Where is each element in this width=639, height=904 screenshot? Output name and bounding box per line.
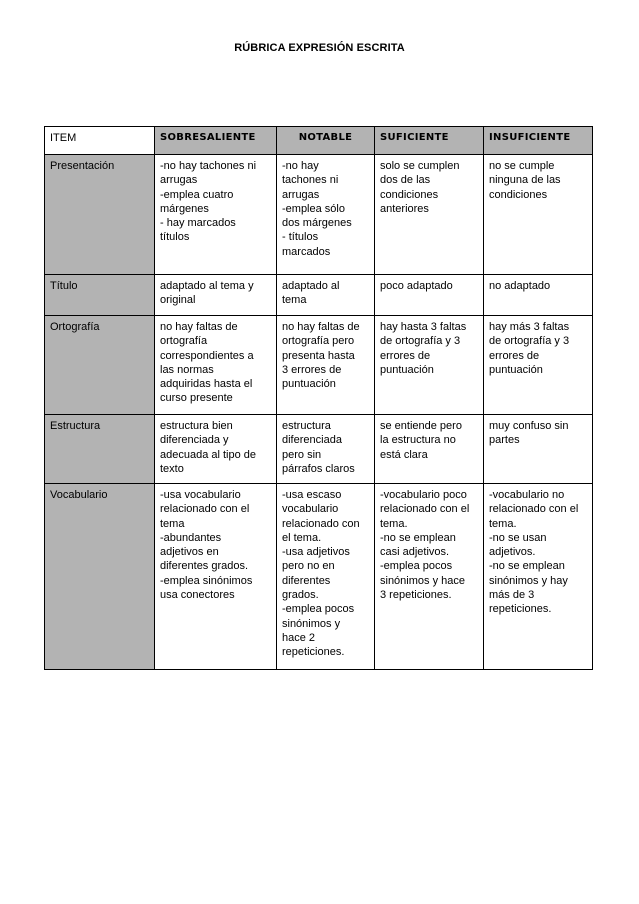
cell-text: -vocabulario poco relacionado con el tema. -no se emplean casi adjetivos. -emplea pocos sinónimos y hace 3 repeticiones.: [380, 489, 470, 602]
cell-text: -no hay tachones ni arrugas -emplea cuatro márgenes - hay marcados títulos: [160, 160, 257, 244]
table-cell: [375, 275, 484, 316]
table-cell: [484, 275, 593, 316]
row-label-titulo: Título: [45, 275, 155, 316]
row-label-ortografia: Ortografía: [45, 316, 155, 415]
header-suficiente: SUFICIENTE: [375, 127, 484, 155]
table-cell: [277, 275, 375, 316]
table-cell: [277, 316, 375, 415]
table-cell: [277, 415, 375, 484]
table-cell: [277, 155, 375, 275]
header-insuficiente: INSUFICIENTE: [484, 127, 593, 155]
header-sobresaliente: SOBRESALIENTE: [155, 127, 277, 155]
cell-text: -usa escaso vocabulario relacionado con el tema. -usa adjetivos pero no en diferentes grados. -emplea pocos sinónimos y hace 2 repeticiones.: [282, 489, 360, 659]
cell-text: hay más 3 faltas de ortografía y 3 errores de puntuación: [489, 321, 570, 376]
cell-text: adaptado al tema: [282, 280, 340, 307]
cell-text: estructura diferenciada pero sin párrafos claros: [282, 420, 355, 475]
row-label-vocabulario: Vocabulario: [45, 484, 155, 670]
cell-text: no hay faltas de ortografía correspondientes a las normas adquiridas hasta el curso presente: [160, 321, 254, 405]
row-label-estructura: Estructura: [45, 415, 155, 484]
table-row-estructura: [45, 415, 593, 484]
rubric-table: [44, 126, 593, 670]
cell-text: no se cumple ninguna de las condiciones: [489, 160, 561, 201]
table-cell: [375, 484, 484, 670]
table-cell: [484, 316, 593, 415]
cell-text: poco adaptado: [380, 280, 453, 292]
cell-text: no adaptado: [489, 280, 551, 292]
table-row-presentacion: [45, 155, 593, 275]
table-cell: [155, 155, 277, 275]
cell-text: estructura bien diferenciada y adecuada al tipo de texto: [160, 420, 257, 475]
page-title: RÚBRICA EXPRESIÓN ESCRITA: [234, 42, 405, 54]
cell-text: muy confuso sin partes: [489, 420, 569, 447]
table-cell: [375, 415, 484, 484]
table-cell: [155, 275, 277, 316]
cell-text: se entiende pero la estructura no está clara: [380, 420, 462, 461]
table-cell: [484, 415, 593, 484]
cell-text: -no hay tachones ni arrugas -emplea sólo dos márgenes - títulos marcados: [282, 160, 352, 258]
table-cell: [484, 155, 593, 275]
row-label-presentacion: Presentación: [45, 155, 155, 275]
cell-text: -usa vocabulario relacionado con el tema -abundantes adjetivos en diferentes grados. -emplea sinónimos usa conectores: [160, 489, 253, 602]
table-cell: [484, 484, 593, 670]
cell-text: no hay faltas de ortografía pero presenta hasta 3 errores de puntuación: [282, 321, 360, 391]
table-cell: [375, 316, 484, 415]
header-notable: NOTABLE: [277, 127, 375, 155]
table-cell: [155, 484, 277, 670]
table-row-ortografia: [45, 316, 593, 415]
table-cell: [277, 484, 375, 670]
table-cell: [155, 415, 277, 484]
table-row-vocabulario: [45, 484, 593, 670]
cell-text: hay hasta 3 faltas de ortografía y 3 errores de puntuación: [380, 321, 467, 376]
cell-text: -vocabulario no relacionado con el tema. -no se usan adjetivos. -no se emplean sinónimos y hay más de 3 repeticiones.: [489, 489, 579, 616]
header-item: ITEM: [45, 127, 155, 155]
table-row-titulo: [45, 275, 593, 316]
cell-text: solo se cumplen dos de las condiciones anteriores: [380, 160, 460, 215]
table-cell: [375, 155, 484, 275]
cell-text: adaptado al tema y original: [160, 280, 254, 307]
table-cell: [155, 316, 277, 415]
table-header-row: [45, 127, 593, 155]
